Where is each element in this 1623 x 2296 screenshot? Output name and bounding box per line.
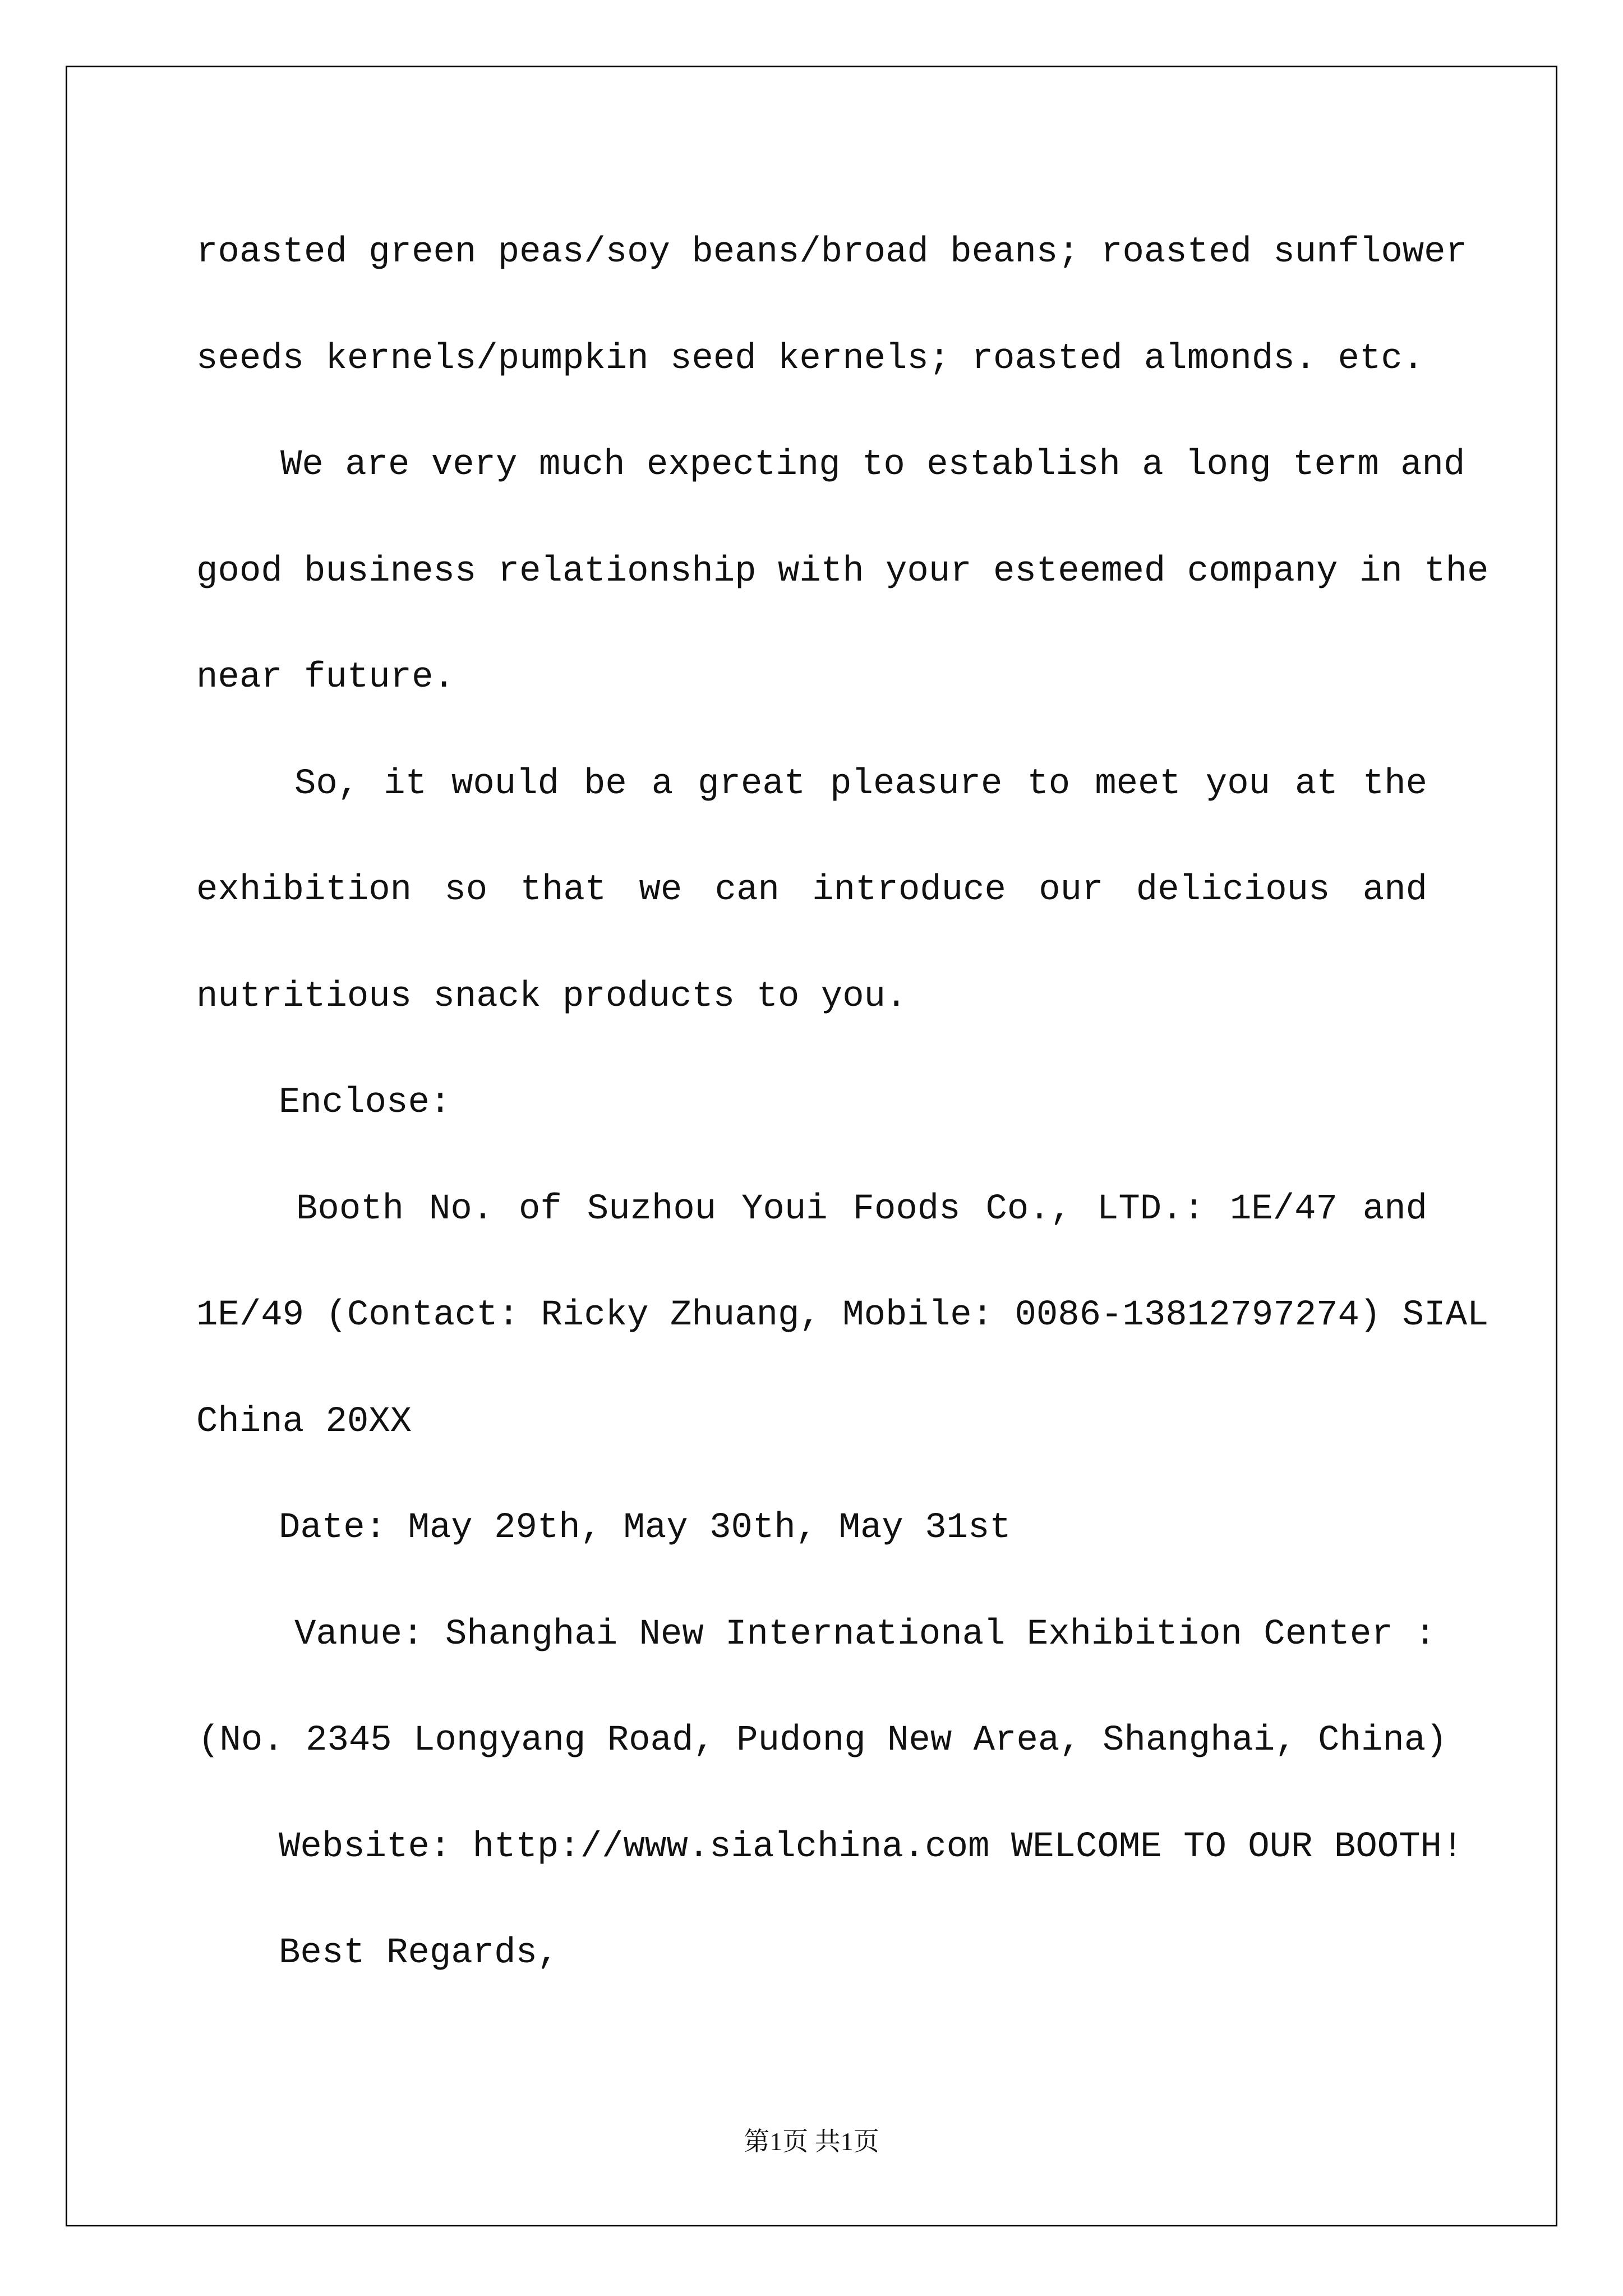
- body-line-11: 1E/49 (Contact: Ricky Zhuang, Mobile: 0086-13812797274) SIAL: [196, 1295, 1489, 1336]
- body-line-4: good business relationship with your esteemed company in the: [196, 551, 1489, 592]
- body-line-8: nutritious snack products to you.: [196, 977, 907, 1017]
- body-line-6: So, it would be a great pleasure to meet you at the: [294, 764, 1427, 804]
- body-line-14: Vanue: Shanghai New International Exhibition Center :: [294, 1614, 1436, 1655]
- body-line-2: seeds kernels/pumpkin seed kernels; roasted almonds. etc.: [196, 339, 1424, 379]
- page-number-footer: 第1页 共1页: [744, 2127, 879, 2156]
- body-line-1: roasted green peas/soy beans/broad beans; roasted sunflower: [196, 232, 1467, 273]
- body-line-3: We are very much expecting to establish a long term and: [280, 445, 1465, 485]
- body-line-7: exhibition so that we can introduce our delicious and: [196, 870, 1427, 910]
- page-border: [66, 66, 1557, 2226]
- body-line-13: Date: May 29th, May 30th, May 31st: [279, 1508, 1011, 1548]
- body-line-17: Best Regards,: [279, 1933, 559, 1973]
- body-line-16: Website: http://www.sialchina.com WELCOME TO OUR BOOTH!: [279, 1827, 1464, 1867]
- body-line-5: near future.: [196, 657, 455, 698]
- body-line-12: China 20XX: [196, 1402, 412, 1442]
- body-line-15: (No. 2345 Longyang Road, Pudong New Area, Shanghai, China): [198, 1720, 1447, 1761]
- body-line-9: Enclose:: [279, 1083, 451, 1123]
- body-line-10: Booth No. of Suzhou Youi Foods Co., LTD.: 1E/47 and: [296, 1189, 1427, 1230]
